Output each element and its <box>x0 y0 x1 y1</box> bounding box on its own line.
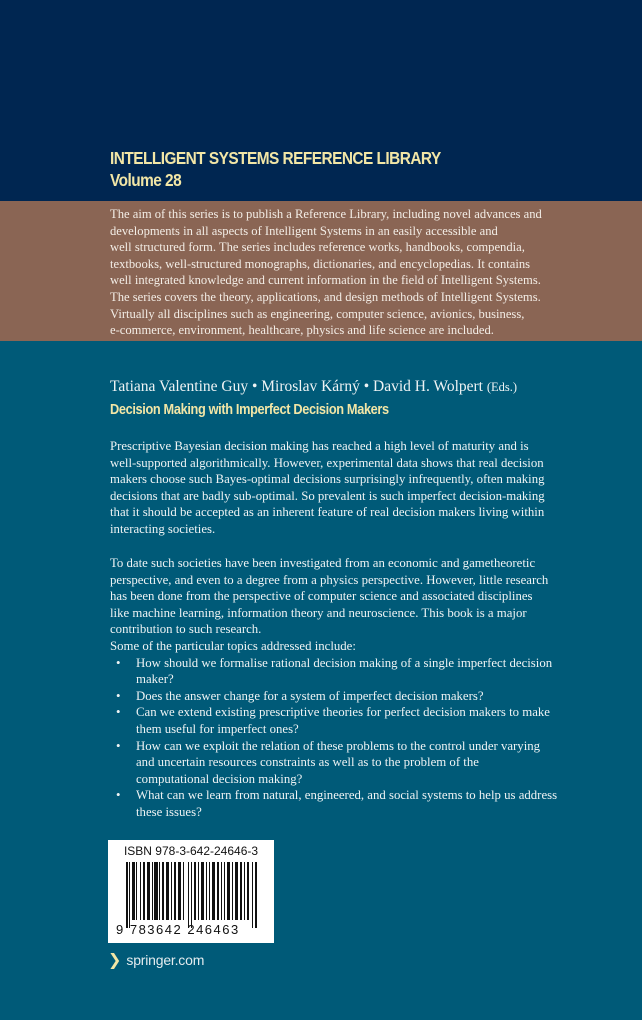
topic-line: them useful for imperfect ones? <box>136 721 299 736</box>
series-description-line: Virtually all disciplines such as engineering, computer science, avionics, business, <box>110 306 525 321</box>
chevron-right-icon: ❯ <box>108 950 122 969</box>
topic-line: these issues? <box>136 804 202 819</box>
series-description-line: The aim of this series is to publish a Reference Library, including novel advances and <box>110 207 542 221</box>
blurb-paragraph-1 <box>110 438 610 538</box>
paragraph-line: contribution to such research. <box>110 622 262 637</box>
paragraph-line: makers choose such Bayes-optimal decisions surprisingly infrequently, often making <box>110 472 545 487</box>
topic-line: and uncertain resources constraints as well as to the problem of the <box>136 755 479 770</box>
publisher-link[interactable] <box>108 951 204 969</box>
topic-item <box>116 688 610 705</box>
series-description-line: e-commerce, environment, healthcare, physics and life science are included. <box>110 323 494 338</box>
paragraph-line: decisions that are badly sub-optimal. So prevalent is such imperfect decision-making <box>110 488 545 503</box>
barcode-icon <box>116 862 268 928</box>
book-authors <box>110 377 517 397</box>
series-volume: Volume 28 <box>110 170 182 190</box>
topic-item <box>116 655 610 688</box>
topic-line: How can we exploit the relation of these problems to the control under varying <box>136 738 541 753</box>
topic-line: Does the answer change for a system of imperfect decision makers? <box>136 688 484 703</box>
author-names: Tatiana Valentine Guy • Miroslav Kárný • David H. Wolpert <box>110 378 483 395</box>
series-description-line: well integrated knowledge and current information in the field of Intelligent Systems. <box>110 273 541 288</box>
isbn-barcode <box>108 840 274 943</box>
bullet-icon: • <box>116 655 121 670</box>
topic-line: Can we extend existing prescriptive theories for perfect decision makers to make <box>136 705 550 720</box>
topic-line: How should we formalise rational decision making of a single imperfect decision <box>136 655 553 670</box>
paragraph-line: has been done from the perspective of computer science and associated disciplines <box>110 589 533 604</box>
paragraph-line: To date such societies have been investigated from an economic and gametheoretic <box>110 556 536 570</box>
series-description-line: The series covers the theory, applications, and design methods of Intelligent Systems. <box>110 289 541 304</box>
topic-line: What can we learn from natural, engineered, and social systems to help us address <box>136 788 558 803</box>
bullet-icon: • <box>116 738 121 753</box>
series-heading <box>110 147 441 191</box>
barcode-digits: 9 783642 246463 <box>116 922 240 937</box>
topic-item <box>116 787 610 820</box>
paragraph-line: Prescriptive Bayesian decision making has reached a high level of maturity and is <box>110 439 529 453</box>
bullet-icon: • <box>116 688 121 703</box>
topics-intro: Some of the particular topics addressed include: <box>110 639 356 653</box>
paragraph-line: interacting societies. <box>110 521 216 536</box>
series-description <box>110 206 600 339</box>
topics-section <box>110 638 610 821</box>
bullet-icon: • <box>116 705 121 720</box>
paragraph-line: well-supported algorithmically. However, experimental data shows that real decision <box>110 455 544 470</box>
paragraph-line: perspective, and even to a degree from a physics perspective. However, little research <box>110 572 549 587</box>
isbn-label: ISBN 978-3-642-24646-3 <box>123 844 259 858</box>
series-description-line: textbooks, well-structured monographs, dictionaries, and encyclopedias. It contains <box>110 256 531 271</box>
topics-list <box>110 655 610 821</box>
topic-line: computational decision making? <box>136 771 303 786</box>
bullet-icon: • <box>116 788 121 803</box>
editors-marker: (Eds.) <box>486 380 518 394</box>
book-title: Decision Making with Imperfect Decision Makers <box>110 402 389 418</box>
series-description-line: well structured form. The series includes reference works, handbooks, compendia, <box>110 240 525 255</box>
topic-line: maker? <box>136 672 174 687</box>
publisher-website[interactable]: springer.com <box>126 952 205 968</box>
series-description-line: developments in all aspects of Intelligent Systems in an easily accessible and <box>110 223 498 238</box>
series-name: INTELLIGENT SYSTEMS REFERENCE LIBRARY <box>110 148 441 168</box>
paragraph-line: like machine learning, information theory and neuroscience. This book is a major <box>110 605 527 620</box>
topic-item <box>116 704 610 737</box>
blurb-paragraph-2 <box>110 555 610 638</box>
topic-item <box>116 738 610 788</box>
paragraph-line: that it should be accepted as an inherent feature of real decision makers living within <box>110 505 545 520</box>
